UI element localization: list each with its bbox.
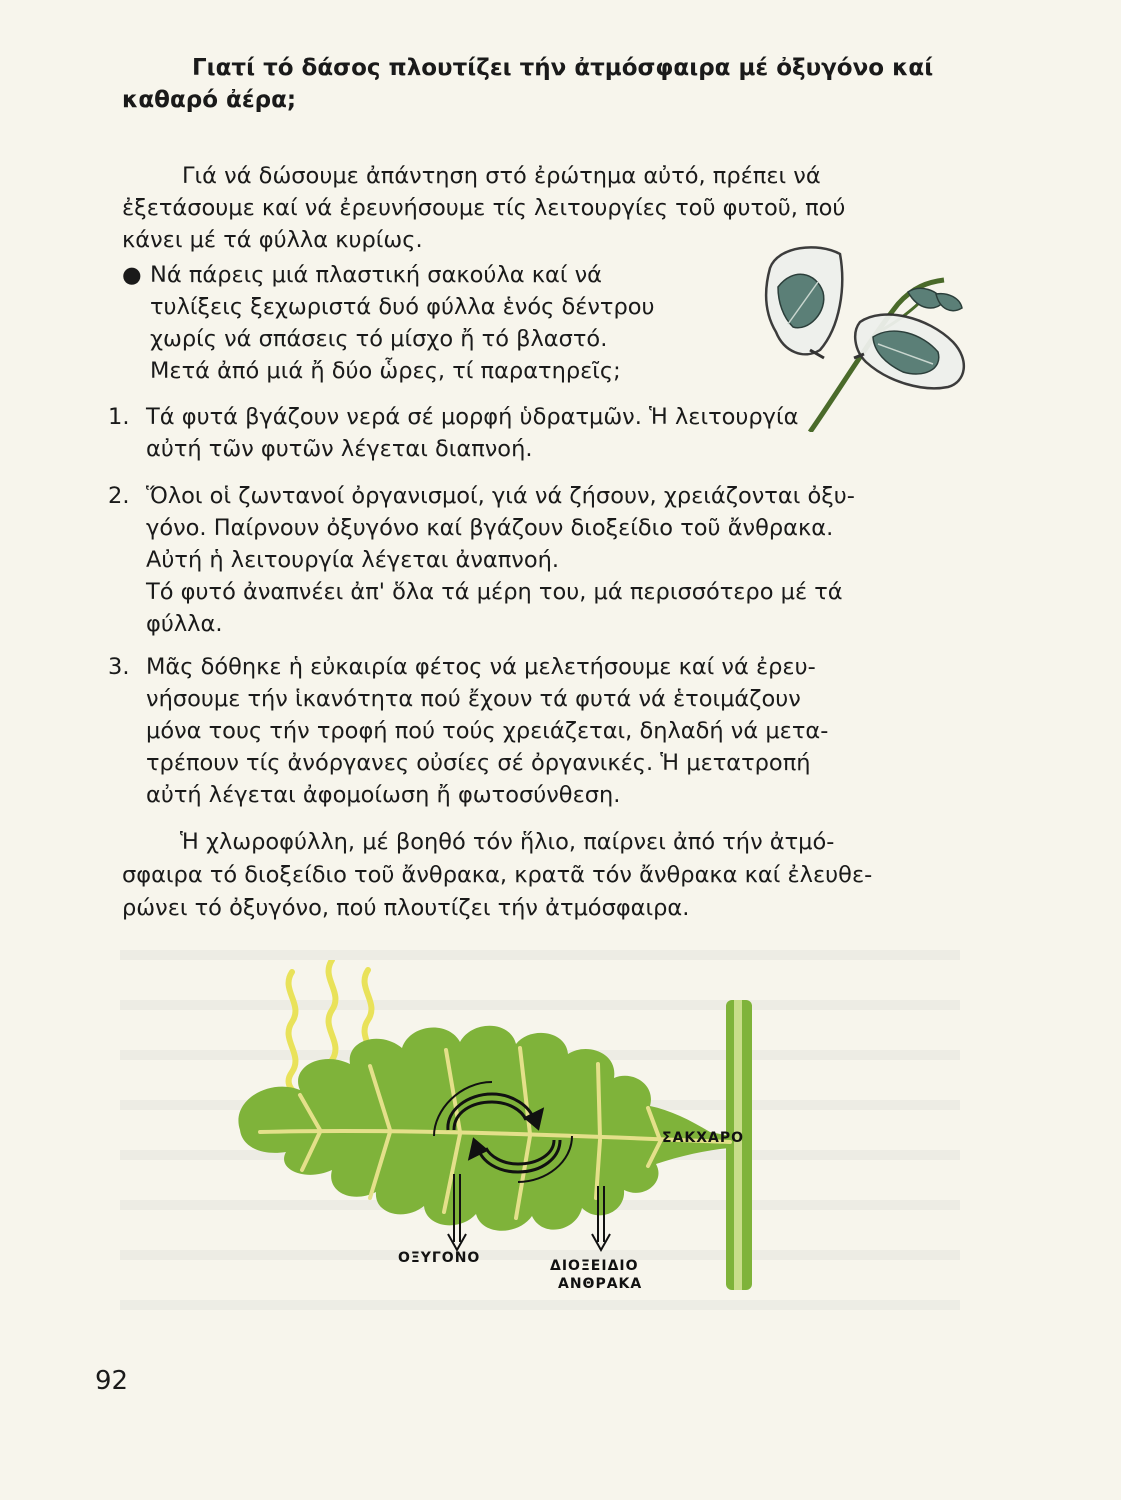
list-item-respiration (108, 480, 978, 640)
carbon-dioxide-label: ΑΝΘΡΑΚΑ (558, 1276, 643, 1292)
bullet-line: χωρίς νά σπάσεις τό μίσχο ἤ τό βλαστό. (150, 326, 608, 352)
list-item-line: τρέπουν τίς ἀνόργανες οὐσίες σέ ὀργανικές. Ἡ μετατροπή (146, 750, 811, 776)
title-line: Γιατί τό δάσος πλουτίζει τήν ἀτμόσφαιρα μέ ὀξυγόνο καί (192, 55, 934, 81)
list-item-photosynthesis (108, 651, 978, 811)
list-item-number: 1. (108, 404, 130, 430)
intro-line: Γιά νά δώσουμε ἀπάντηση στό ἐρώτημα αὐτό, πρέπει νά (182, 163, 821, 189)
list-item-line: Ὅλοι οἱ ζωντανοί ὀργανισμοί, γιά νά ζήσουν, χρειάζονται ὀξυ- (146, 483, 855, 509)
list-item-line: Τά φυτά βγάζουν νερά σέ μορφή ὑδρατμῶν. Ἡ λειτουργία (146, 404, 799, 430)
list-item-line: νήσουμε τήν ἱκανότητα πού ἔχουν τά φυτά νά ἑτοιμάζουν (146, 686, 801, 712)
list-item-number: 2. (108, 483, 130, 509)
list-item-number: 3. (108, 654, 130, 680)
bullet-line: Μετά ἀπό μιά ἤ δύο ὧρες, τί παρατηρεῖς; (150, 358, 621, 384)
sugar-label: ΣΑΚΧΑΡΟ (662, 1130, 745, 1146)
photosynthesis-diagram (220, 960, 780, 1300)
experiment-bullet (122, 259, 782, 387)
bullet-line: τυλίξεις ξεχωριστά δυό φύλλα ἑνός δέντρου (150, 294, 655, 320)
chlorophyll-line: Ἡ χλωροφύλλη, μέ βοηθό τόν ἥλιο, παίρνει ἀπό τήν ἀτμό- (180, 829, 835, 855)
oxygen-label: ΟΞΥΓΟΝΟ (398, 1250, 481, 1266)
chlorophyll-line: σφαιρα τό διοξείδιο τοῦ ἄνθρακα, κρατᾶ τόν ἄνθρακα καί ἐλευθε- (122, 862, 873, 888)
list-item-line: αὐτή λέγεται ἀφομοίωση ἤ φωτοσύνθεση. (146, 782, 621, 808)
list-item-line: γόνο. Παίρνουν ὀξυγόνο καί βγάζουν διοξείδιο τοῦ ἄνθρακα. (146, 515, 834, 541)
section-title (122, 52, 962, 116)
list-item-line: μόνα τους τήν τροφή πού τούς χρειάζεται, δηλαδή νά μετα- (146, 718, 829, 744)
list-item-line: Αὐτή ἡ λειτουργία λέγεται ἀναπνοή. (146, 547, 560, 573)
list-item-transpiration (108, 401, 978, 465)
list-item-line: Τό φυτό ἀναπνέει ἀπ' ὅλα τά μέρη του, μά περισσότερο μέ τά (146, 579, 843, 605)
list-item-line: αὐτή τῶν φυτῶν λέγεται διαπνοή. (146, 436, 533, 462)
intro-line: κάνει μέ τά φύλλα κυρίως. (122, 227, 423, 253)
title-line: καθαρό ἀέρα; (122, 87, 297, 113)
chlorophyll-paragraph (122, 826, 984, 925)
list-item-line: Μᾶς δόθηκε ἡ εὐκαιρία φέτος νά μελετήσουμε καί νά ἐρευ- (146, 654, 816, 680)
chlorophyll-line: ρώνει τό ὀξυγόνο, πού πλουτίζει τήν ἀτμόσφαιρα. (122, 895, 690, 921)
intro-line: ἐξετάσουμε καί νά ἐρευνήσουμε τίς λειτουργίες τοῦ φυτοῦ, πού (122, 195, 846, 221)
carbon-dioxide-label: ΔΙΟΞΕΙΔΙΟ (550, 1258, 639, 1274)
bullet-dot-icon: ● (122, 262, 142, 288)
page-number: 92 (95, 1366, 129, 1396)
list-item-line: φύλλα. (146, 611, 223, 637)
bullet-line: Νά πάρεις μιά πλαστική σακούλα καί νά (150, 262, 602, 288)
